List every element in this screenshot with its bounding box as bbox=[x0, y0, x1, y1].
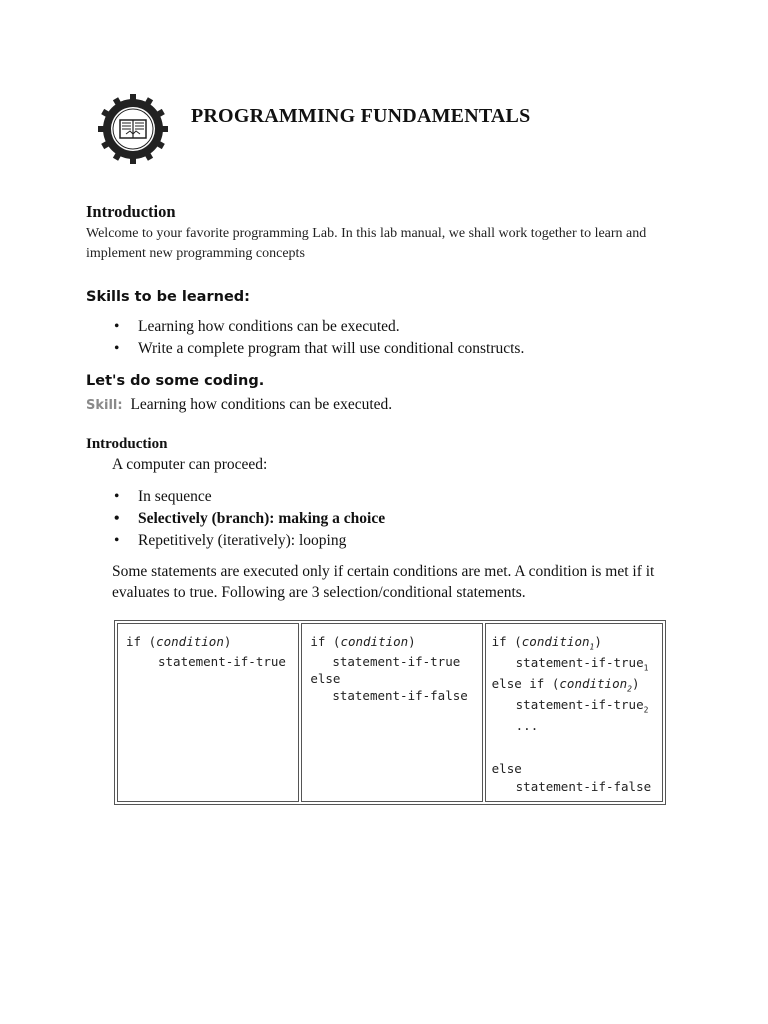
proceed-list bbox=[112, 486, 385, 552]
code-line: statement-if-false bbox=[515, 779, 652, 794]
list-item: • Repetitively (iteratively): looping bbox=[112, 530, 385, 552]
selection-paragraph: Some statements are executed only if certain conditions are met. A condition is met if it evaluates to true. Following are 3 selection/conditional statements. bbox=[112, 563, 655, 601]
code-line: statement-if-true bbox=[332, 654, 461, 669]
conditional-syntax-table bbox=[114, 620, 666, 805]
skills-list bbox=[112, 316, 524, 360]
skill-label: Skill: bbox=[86, 398, 123, 413]
code-line: if (condition$_1$) bbox=[491, 634, 602, 652]
section-introduction-heading: Introduction bbox=[86, 436, 168, 452]
introduction-heading: Introduction bbox=[86, 202, 176, 221]
code-line: ... bbox=[515, 718, 539, 733]
code-line: else bbox=[491, 761, 522, 776]
list-item: • Write a complete program that will use conditional constructs. bbox=[112, 338, 524, 360]
university-logo bbox=[96, 92, 170, 166]
code-cell-if-else bbox=[301, 623, 482, 802]
code-line: if (condition) bbox=[310, 634, 416, 649]
coding-heading: Let's do some coding. bbox=[86, 373, 265, 389]
list-item: • In sequence bbox=[112, 486, 385, 508]
skill-text: Learning how conditions can be executed. bbox=[130, 396, 393, 413]
code-cell-if bbox=[117, 623, 299, 802]
proceed-lead: A computer can proceed: bbox=[112, 456, 268, 473]
code-line: else if (condition$_2$) bbox=[491, 676, 640, 694]
code-line: statement-if-true bbox=[158, 654, 286, 669]
list-item: • Learning how conditions can be executed. bbox=[112, 316, 524, 338]
code-line: statement-if-true$_2$ bbox=[515, 697, 649, 715]
code-line: else bbox=[310, 671, 341, 686]
code-line: statement-if-true$_1$ bbox=[515, 655, 649, 673]
introduction-text: Welcome to your favorite programming Lab. In this lab manual, we shall work together to learn and implement new programming concepts bbox=[86, 226, 647, 261]
list-item: • Selectively (branch): making a choice bbox=[112, 508, 385, 530]
skill-line bbox=[86, 396, 392, 414]
code-line: statement-if-false bbox=[332, 688, 468, 703]
code-cell-if-else-if bbox=[485, 623, 663, 802]
document-title: PROGRAMMING FUNDAMENTALS bbox=[191, 105, 531, 127]
skills-heading: Skills to be learned: bbox=[86, 289, 250, 305]
code-line: if (condition) bbox=[126, 634, 232, 649]
